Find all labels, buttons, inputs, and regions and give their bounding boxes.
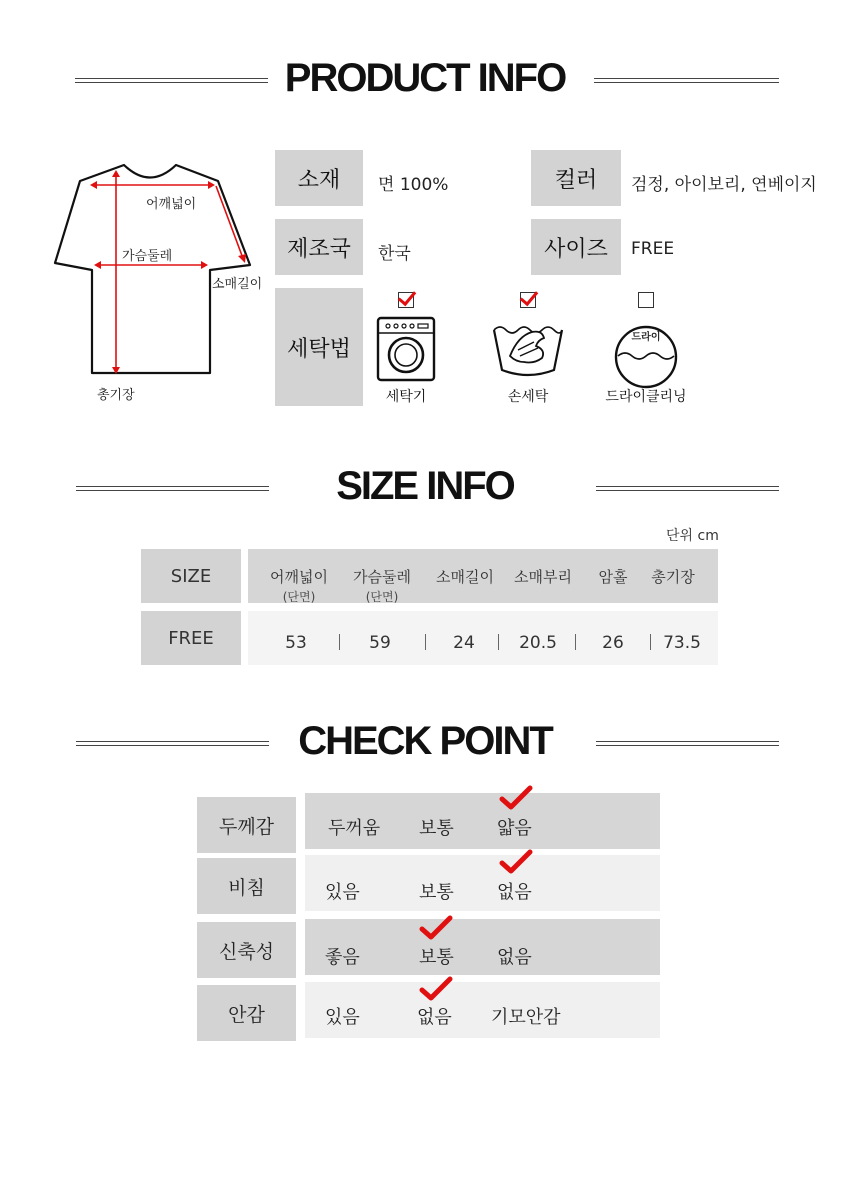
diagram-label-shoulder: 어깨넓이 (146, 197, 197, 212)
size-info-header (0, 458, 850, 518)
checkpoint-label-elasticity: 신축성 (197, 922, 296, 978)
col-sub: (단면) (365, 590, 399, 604)
checkpoint-option-selected[interactable]: 얇음 (497, 818, 532, 839)
check-mark-icon (499, 785, 533, 811)
header-rule-right (594, 78, 779, 83)
diagram-label-chest: 가슴둘레 (122, 249, 173, 264)
product-info-header (0, 50, 850, 110)
checkpoint-option[interactable]: 두꺼움 (328, 818, 381, 839)
col-name: 소매부리 (514, 568, 572, 586)
origin-label: 제조국 (275, 219, 363, 275)
check-mark-icon (419, 976, 453, 1002)
color-label: 컬러 (531, 150, 621, 206)
checkpoint-option[interactable]: 있음 (325, 882, 360, 903)
hand-wash-icon (488, 316, 568, 382)
size-col-shoulder (264, 566, 334, 605)
size-divider (575, 634, 576, 650)
col-name: 어깨넓이 (270, 568, 328, 586)
header-rule-right (596, 741, 779, 746)
wash-option-label: 손세탁 (507, 389, 549, 405)
checkpoint-option[interactable]: 좋음 (325, 947, 360, 968)
wash-option-machine (361, 292, 451, 406)
col-name: 소매길이 (436, 568, 494, 586)
checkpoint-option-selected[interactable]: 없음 (417, 1007, 452, 1028)
size-col-cuff (508, 566, 578, 587)
size-label: 사이즈 (531, 219, 621, 275)
diagram-label-length: 총기장 (97, 388, 135, 403)
col-name: 가슴둘레 (353, 568, 411, 586)
wash-checkbox-hand[interactable] (520, 292, 536, 308)
size-value-sleeve: 24 (453, 633, 475, 653)
check-mark-icon (499, 849, 533, 875)
size-unit: 단위 cm (666, 528, 719, 544)
checkpoint-option[interactable]: 있음 (325, 1007, 360, 1028)
wash-checkbox-dry[interactable] (638, 292, 654, 308)
size-row-label: FREE (141, 611, 241, 665)
origin-value: 한국 (378, 244, 411, 264)
wash-option-label: 세탁기 (385, 389, 427, 405)
size-col-sleeve (430, 566, 500, 587)
size-divider (339, 634, 340, 650)
check-mark-icon (419, 915, 453, 941)
checkpoint-option[interactable]: 없음 (497, 947, 532, 968)
col-name: 암홀 (598, 568, 628, 586)
checkpoint-row-sheerness (305, 855, 660, 911)
size-value-armhole: 26 (602, 633, 624, 653)
material-value: 면 100% (378, 175, 449, 195)
material-label: 소재 (275, 150, 363, 206)
checkpoint-option-selected[interactable]: 보통 (419, 947, 454, 968)
checkpoint-label-lining: 안감 (197, 985, 296, 1041)
checkpoint-row-lining (305, 982, 660, 1038)
diagram-label-sleeve: 소매길이 (212, 277, 263, 292)
washing-machine-icon (376, 316, 436, 382)
size-divider (498, 634, 499, 650)
wash-option-dry (601, 292, 691, 406)
size-col-armhole (583, 566, 643, 587)
checkpoint-option-selected[interactable]: 없음 (497, 882, 532, 903)
wash-option-label: 드라이클리닝 (605, 389, 687, 405)
dry-icon-text: 드라이 (631, 332, 661, 343)
checkpoint-row-elasticity (305, 919, 660, 975)
checkpoint-label-sheerness: 비침 (197, 858, 296, 914)
size-value-length: 73.5 (663, 633, 701, 653)
checkpoint-option[interactable]: 기모안감 (491, 1007, 561, 1028)
size-value: FREE (631, 239, 675, 259)
product-info-title: PRODUCT INFO (284, 56, 566, 100)
col-sub: (단면) (282, 590, 316, 604)
size-header-cell: SIZE (141, 549, 241, 603)
col-name: 총기장 (651, 568, 695, 586)
header-rule-right (596, 486, 779, 491)
size-col-chest (347, 566, 417, 605)
checkpoint-option[interactable]: 보통 (419, 882, 454, 903)
size-value-chest: 59 (369, 633, 391, 653)
check-point-title: CHECK POINT (298, 719, 552, 763)
checkpoint-option[interactable]: 보통 (419, 818, 454, 839)
color-value: 검정, 아이보리, 연베이지 (631, 175, 817, 195)
checkpoint-row-thickness (305, 793, 660, 849)
size-divider (425, 634, 426, 650)
check-point-header (0, 713, 850, 773)
wash-label: 세탁법 (275, 288, 363, 406)
size-divider (650, 634, 651, 650)
size-col-length (643, 566, 703, 587)
size-info-title: SIZE INFO (336, 464, 514, 508)
wash-checkbox-machine[interactable] (398, 292, 414, 308)
size-value-cuff: 20.5 (519, 633, 557, 653)
checkpoint-label-thickness: 두께감 (197, 797, 296, 853)
wash-option-hand (483, 292, 573, 406)
size-value-shoulder: 53 (285, 633, 307, 653)
dry-clean-icon (613, 316, 679, 382)
